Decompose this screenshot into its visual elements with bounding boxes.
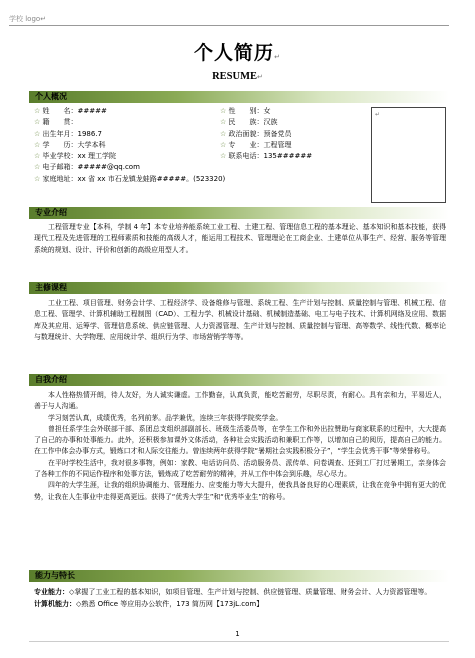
star-icon: ☆ <box>34 107 41 115</box>
section-header-intro: 专业介绍 <box>29 207 449 219</box>
star-icon: ☆ <box>220 118 227 127</box>
school-logo-placeholder: 学校 logo↵ <box>9 14 449 26</box>
skill-major: 专业能力：◇掌握了工业工程的基本知识，如项目管理、生产计划与控制、供应链管理、质量管理、财务会计、人力资源管理等。 <box>34 588 432 596</box>
self-eval-text: 本人性格热情开朗，待人友好，为人诚实谦虚。工作勤奋，认真负责，能吃苦耐劳，尽职尽责，有耐心。具有亲和力，平易近人，善于与人沟通。 学习刻苦认真，成绩优秀，名列前茅。品学兼优，连续三年获得学院奖学金。 曾担任系学生会外联部干部、系团总支组织部副部长、班级生活委员等，在学生工作和外出拉赞助与商家联系的过程中，大大提高了自己的办事和处事能力。此外，还积极参加课外文体活动，各种社会实践活动和兼职工作等，以增加自己的阅历，提高自己的能力。在工作中体会办事方式，锻炼口才和人际交往能力。曾连续两年获得学院“暑期社会实践积极分子”，“学生会优秀干事”等荣誉称号。 在平时学校生活中，我对很多事物，例如：家教、电话访问员、活动服务员、派传单、问卷调查、还到工厂打过暑期工，亲身体会了各种工作的不同运作程序和处事方法，锻炼成了吃苦耐劳的精神，并从工作中体会到乐趣，尽心尽力。 四年的大学生涯，让我的组织协调能力、管理能力、应变能力等大大提升，使我具备良好的心理素质，让我在竞争中拥有更大的优势，让我在人生事业中走得更高更远。获得了“优秀大学生”和“优秀毕业生”的称号。 <box>34 391 446 501</box>
star-icon: ☆ <box>34 140 41 149</box>
footer-divider <box>29 641 449 642</box>
paragraph-mark-icon: ↵ <box>375 111 381 118</box>
section-header-self-eval: 自我介绍 <box>29 374 449 386</box>
photo-box <box>371 107 446 203</box>
info-row: ☆ 出生年月：1986.7 ☆ 政治面貌：预备党员 <box>34 129 292 138</box>
info-row: ☆ 毕业学校：xx 理工学院 ☆ 联系电话：135###### <box>34 152 313 161</box>
section-header-courses: 主修课程 <box>29 282 449 294</box>
star-icon: ☆ <box>34 129 41 138</box>
star-icon: ☆ <box>34 174 41 183</box>
intro-text: 工程管理专业【本科，学制 4 年】本专业培养能系统工业工程、土建工程、管理信息工程的基本理论、基本知识和基本技能，获得现代工程及先进管理的工程师素质和技能的高级人才，能运用工程技术、管理理论在工商企业、土建单位从事生产、经营、服务等管理系统的规划、设计、评价和创新的高级应用型人才。 <box>34 223 446 254</box>
page-subtitle: RESUME↵ <box>212 71 263 82</box>
star-icon: ☆ <box>220 107 227 115</box>
star-icon: ☆ <box>34 118 41 127</box>
info-row: ☆ 籍 贯： ☆ 民 族：汉族 <box>34 118 278 127</box>
skill-computer: 计算机能力：◇熟悉 Office 等应用办公软件，173 简历网【173jL.com】 <box>34 599 264 608</box>
star-icon: ☆ <box>220 129 227 138</box>
star-icon: ☆ <box>220 140 227 149</box>
star-icon: ☆ <box>34 163 41 172</box>
star-icon: ☆ <box>34 152 41 161</box>
section-header-skills: 能力与特长 <box>29 570 449 582</box>
info-row: ☆ 学 历：大学本科 ☆ 专 业：工程管理 <box>34 140 292 149</box>
skills-list <box>34 587 446 610</box>
overview-info-list <box>34 106 374 185</box>
courses-text: 工业工程、项目管理、财务会计学、工程经济学、设备维修与管理、系统工程、生产计划与控制、质量控制与管理、机械工程、信息工程、管理学、计算机辅助工程制图（CAD）、工程力学、机械设计基础、机械制造基础、电工与电子技术、计算机网络及应用、数据库及其应用、运筹学、管理信息系统、供应链管理、人力资源管理、生产计划与控制、质量控制与管理、高等数学、线性代数、概率论与数理统计、大学物理、应用统计学、组织行为学、市场营销学等等。 <box>34 299 446 341</box>
info-row: ☆ 姓 名：##### ☆ 性 别：女 <box>34 107 271 115</box>
page-title: 个人简历↵ <box>194 42 281 64</box>
section-header-overview: 个人概况 <box>29 91 449 103</box>
info-row: ☆ 电子邮箱：#####@qq.com <box>34 163 140 172</box>
logo-text: 学校 logo <box>9 15 41 23</box>
star-icon: ☆ <box>220 152 227 161</box>
info-row: ☆ 家庭地址：xx 省 xx 市石龙镇龙蛙路#####。(523320) <box>34 174 226 183</box>
page-number: 1 <box>235 630 240 638</box>
